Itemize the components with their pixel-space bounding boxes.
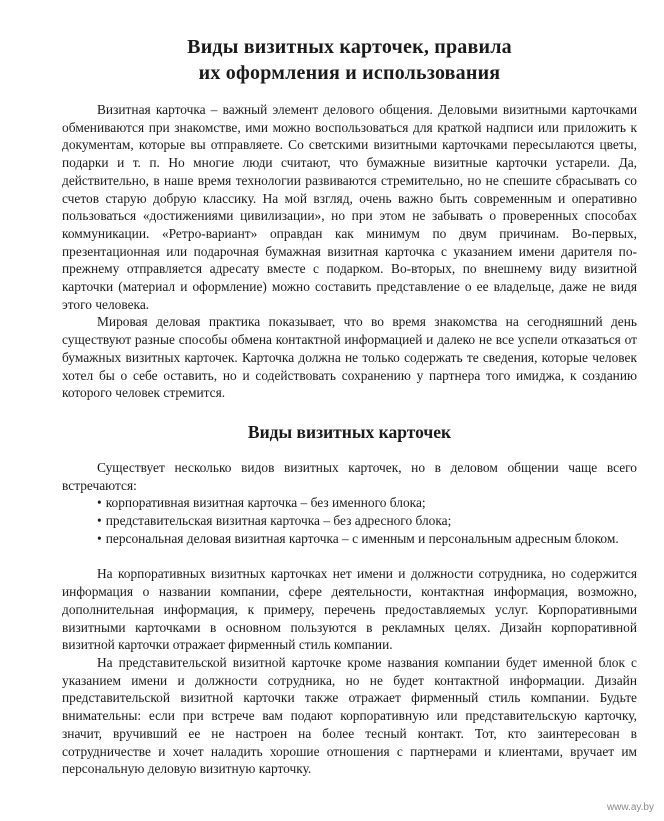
bullet-icon: • bbox=[97, 495, 102, 511]
title-line-2: их оформления и использования bbox=[198, 62, 501, 84]
list-item-text: персональная деловая визитная карточка – с именным и персональным адресным блоком. bbox=[105, 530, 619, 546]
list-item bbox=[62, 530, 637, 548]
title-line-1: Виды визитных карточек, правила bbox=[187, 36, 512, 58]
intro-paragraph-2: Мировая деловая практика показывает, что во время знакомства на сегодняшний день существуют разные способы обмена контактной информацией и далеко не все успели отказаться от бумажных визитных карточек. Карточка должна не только содержать те сведения, которые человек хотел бы о себе оставить, но и содействовать сохранению у партнера того имиджа, к созданию которого человек стремится. bbox=[62, 314, 637, 401]
list-item-text: представительская визитная карточка – без адресного блока; bbox=[105, 513, 452, 529]
section-lead-paragraph: Существует несколько видов визитных карточек, но в деловом общении чаще всего встречаются: bbox=[62, 459, 637, 493]
bullet-icon: • bbox=[97, 513, 102, 529]
intro-paragraph-1: Визитная карточка – важный элемент делового общения. Деловыми визитными карточками обмениваются при знакомстве, ими можно воспользоваться для краткой надписи или приложить к документам, которые вы отправляете. Со светскими визитными карточками пересылаются цветы, подарки и т. п. Но многие люди считают, что бумажные визитные карточки устарели. Да, действительно, в наше время технологии развиваются стремительно, но не спешите сбрасывать со счетов старую добрую классику. На мой взгляд, очень важно быть современным и оперативно пользоваться «достижениями цивилизации», но при этом не забывать о проверенных способах коммуникации. «Ретро-вариант» оправдан как минимум по двум причинам. Во-первых, презентационная или подарочная бумажная визитная карточка с указанием имени дарителя по-прежнему отправляется адресату вместе с подарком. Во-вторых, по внешнему виду визитной карточки (материал и оформление) можно составить представление о ее владельце, даже не видя этого человека. bbox=[62, 102, 637, 312]
list-item-text: корпоративная визитная карточка – без именного блока; bbox=[105, 495, 426, 511]
bullet-icon: • bbox=[97, 530, 102, 546]
document-page bbox=[62, 34, 637, 778]
section-heading: Виды визитных карточек bbox=[247, 421, 452, 442]
site-watermark: www.ay.by bbox=[606, 802, 654, 813]
document-title bbox=[62, 34, 637, 86]
list-item bbox=[62, 494, 637, 512]
corporate-card-paragraph: На корпоративных визитных карточках нет имени и должности сотрудника, но содержится информация о названии компании, сфере деятельности, контактная информация, возможно, дополнительная информация, к примеру, перечень предоставляемых услуг. Корпоративными визитными карточками в основном пользуются в рекламных целях. Дизайн корпоративной визитной карточки отражает фирменный стиль компании. bbox=[62, 566, 637, 653]
list-item bbox=[62, 512, 637, 530]
card-types-list bbox=[62, 494, 637, 547]
representative-card-paragraph: На представительской визитной карточке кроме названия компании будет именной блок с указанием имени и должности сотрудника, но не будет контактной информации. Дизайн представительской визитной карточки также отражает фирменный стиль компании. Будьте внимательны: если при встрече вам подают корпоративную или представительскую карточку, значит, вручивший ее не настроен на более тесный контакт. Тот, кто заинтересован в сотрудничестве и хочет наладить хорошие отношения с партнерами и клиентами, вручает им персональную деловую визитную карточку. bbox=[62, 654, 637, 777]
